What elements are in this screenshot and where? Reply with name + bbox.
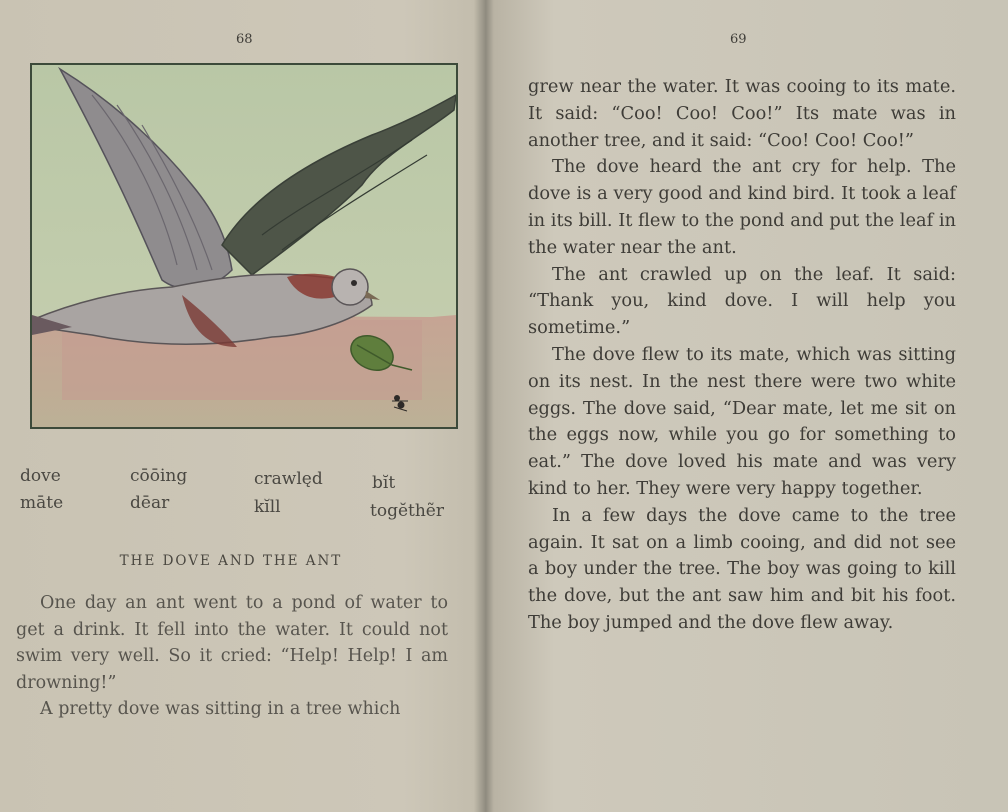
paragraph: The dove flew to its mate, which was sitting on its nest. In the nest there were two white eggs. The dove said, “Dear mate, let me sit on the eggs now, while you go for something to eat.” The dove loved his mate and was very kind to her. They were very happy together. — [528, 343, 956, 499]
paragraph: grew near the water. It was cooing to its mate. It said: “Coo! Coo! Coo!” Its mate was in another tree, and it said: “Coo! Coo! Coo!” — [528, 76, 956, 151]
dove-illustration — [30, 63, 458, 429]
right-page-text — [528, 74, 956, 637]
vocabulary-list — [18, 466, 458, 526]
paragraph: One day an ant went to a pond of water to get a drink. It fell into the water. It could not swim very well. So it cried: “Help! Help! I am drowning!” — [16, 593, 448, 693]
vocab-word: kĭll — [254, 497, 281, 517]
vocab-word: māte — [20, 493, 64, 513]
page-number-right: 69 — [730, 32, 747, 47]
paragraph: In a few days the dove came to the tree again. It sat on a limb cooing, and did not see a boy under the tree. The boy was going to kill the dove, but the ant saw him and bit his foot. The boy jumped and the dove flew away. — [528, 504, 956, 633]
vocab-word: togĕthẽr — [370, 501, 444, 521]
paragraph: The dove heard the ant cry for help. The dove is a very good and kind bird. It took a leaf in its bill. It flew to the pond and put the leaf in the water near the ant. — [528, 156, 956, 258]
left-page-text — [16, 590, 448, 723]
vocab-word: cōōing — [130, 466, 188, 486]
paragraph: A pretty dove was sitting in a tree which — [40, 699, 401, 719]
vocab-word: crawlęd — [254, 469, 323, 489]
story-title: THE DOVE AND THE ANT — [119, 553, 343, 569]
vocab-word: dove — [20, 466, 61, 486]
paragraph: The ant crawled up on the leaf. It said: “Thank you, kind dove. I will help you sometime.” — [528, 263, 956, 339]
vocab-word: dēar — [130, 493, 170, 513]
vocab-word: bĭt — [372, 473, 396, 493]
left-page — [0, 0, 485, 812]
dove-picture — [32, 65, 456, 427]
page-number-left: 68 — [236, 32, 253, 47]
